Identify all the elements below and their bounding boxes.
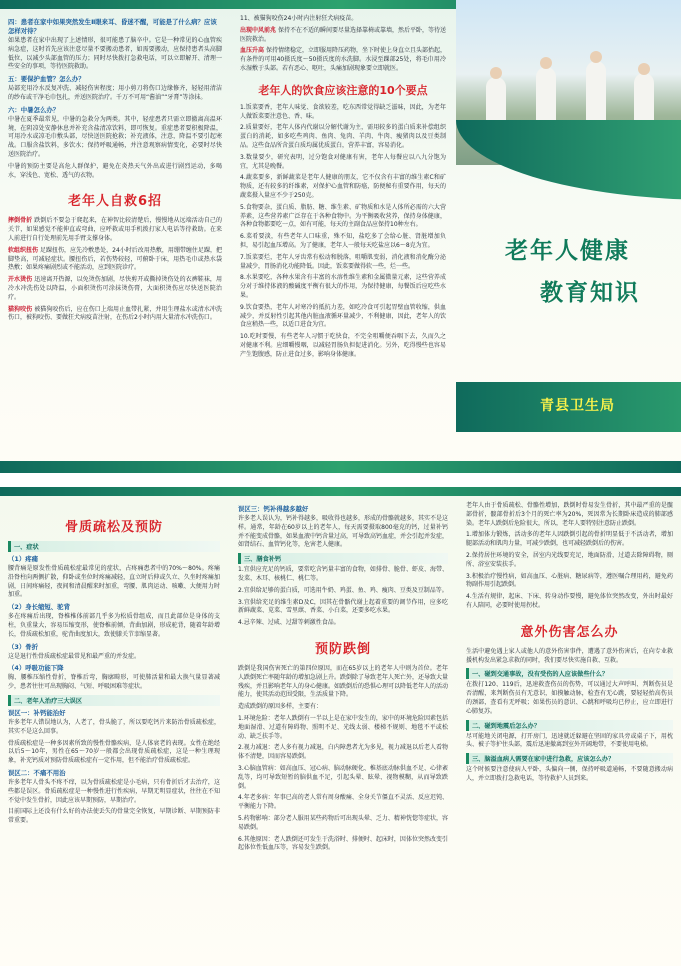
back-panel-1	[0, 496, 228, 966]
myth-2-text-2: 目前国际上还没有什么好的办法使丢失的骨量完全恢复，早期诊断、早期预防非常重要。	[8, 808, 220, 825]
symptom-3-title: （3）骨折	[8, 642, 39, 651]
accident-a1: 在拨打120、119后，迅速救查伤员的伤势，可以通过大声呼叫、判断伤员是否清醒，来判断伤员有无意识，如摸触动脉，检查有无心跳，要轻轻抬高伤员的颈部，查看有无呼吸；如果伤员的意识、心跳和呼吸均已停止，应立即进行心肺复苏。	[466, 681, 673, 715]
self-rescue-4-text: 被猫狗咬伤后，应在伤口上端用止血带扎紧，并用生理盐水或清水冲洗伤口，被狗咬伤、要做狂犬病疫苗注射，在伤后2小时内用大量清水冲洗伤口。	[8, 305, 222, 322]
diet-point-8: 8.水果要吃，各种水果含有丰富的水溶性维生素和金属微量元素，这些营养成分对于维持体液的酸碱度平衡有很大的作用，为保持健康，每餐饭后应吃些水果。	[240, 274, 446, 299]
fall-cause-4: 4.年老多病：年事已高的老人常有周身酸痛、全身关节僵直不灵活、反应迟钝、平衡能力下降。	[238, 794, 448, 811]
myth-2-title: 误区二：不痛不用治	[8, 768, 66, 777]
self-rescue-2-text: 足踝扭伤，应先冷敷患处，24小时后改用热敷，用绷带缠住足踝，把脚垫高，可减轻症状。腰扭伤后，若伤势较轻，可俯卧于床，用热毛巾或热水袋热敷；如果疼痛剧烈或不能活动，应到医院诊疗。	[8, 246, 222, 272]
myth-2-text: 许多老年人骨头不疼不痒，以为骨质疏松症是小毛病，只有骨折后才去治疗，这些都是误区。骨质疏松症是一种慢性进行性疾病，早期无明显症状，往往在不知不觉中发生骨折，因此应该早期预防，早期治疗。	[8, 778, 220, 804]
accident-a3: 这个时候要注意使病人平卧，头偏向一侧，保持呼吸道通畅，不要随意搬动病人，并立即拨打急救电话，等待救护人员到来。	[466, 766, 673, 782]
brochure-front	[0, 0, 681, 473]
self-rescue-1-tag: 摔倒骨折	[8, 217, 33, 225]
symptom-4-title: （4）呼吸功能下降	[8, 664, 64, 673]
back-panel-3	[458, 496, 681, 966]
calcium-diet-section: 三、膳食补钙	[238, 553, 448, 564]
self-rescue-2-tag: 软组织扭伤	[8, 246, 39, 254]
diet-point-9: 9.饮食要热，老年人对寒冷的抵抗力差，如吃冷食可引起胃壁血管收缩，供血减少，并反射性引起其他内脏血液循环量减少，不利健康，因此，老年人的饮食应稍热一些，以适口进食为宜。	[240, 303, 446, 329]
diet-heading: 老年人的饮食应该注意的10个要点	[258, 83, 428, 97]
fall-cause-6: 6.其他原因：老人跌倒还可发生于洗浴时、排便时、起床时，因体位突然改变引起体位性低血压等，容易发生跌倒。	[238, 835, 448, 852]
bottom-band	[0, 461, 681, 473]
question-4: 四：患者在家中如果突然发生Ⅱ眼来耳、昏迷不醒，可能是了什么病？应该怎样对待？	[8, 18, 217, 35]
question-5-text: 局部充用冷水反复冲洗、减轻伤害程度；用小剪刀将伤口边缘修齐，轻轻用清洁的纱布或干净毛巾包扎，并送医院治疗。千万不可用“酱油”“牙膏”等涂抹。	[8, 85, 222, 101]
myth-1-text: 许多老年人错误地认为，人老了，骨头脆了，所以要吃钙片来防治骨质疏松症，其实不是这么回事。	[8, 718, 220, 735]
fall-cause-5: 5.药物影响：部分老人服用某些药物后可出现头晕、乏力、精神恍惚等症状，容易跌倒。	[238, 814, 448, 831]
person-head	[490, 67, 502, 79]
myth-1-text-2: 骨质疏松症是一种多因素所致的慢性骨骼疾病，是人体衰老的表现。女性在绝经以后5～10年，男性在65～70岁一般都会出现骨质疏松症，这是一种生理现象，补充钙质对预防骨质疏松症有一定作用，但不能治疗骨质疏松症。	[8, 739, 220, 765]
osteoporosis-heading: 骨质疏松及预防	[64, 520, 163, 535]
self-rescue-4	[8, 306, 222, 324]
self-rescue-1	[8, 217, 222, 243]
diet-point-5: 5.食物要杂，蛋白质、脂肪、糖、维生素、矿物质和水是人体所必需的六大营养素，这些营养素广泛存在于各种食物中。为平衡吸收营养，保持身体健康，各种食物都要吃一点，如有可能，每天的主副食品应保持10种左右。	[240, 203, 446, 229]
back-panel-2	[230, 496, 456, 966]
sheet-separator	[0, 473, 681, 487]
symptom-1-text: 腰背痛是原发性骨质疏松症最常见的症状，占疼痛患者中的70%～80%。疼痛沿脊柱向两侧扩散，仰卧或坐位时疼痛减轻，直立时后伸或久立、久坐时疼痛加剧，日间疼痛轻，夜间和清晨醒来时加重，弯腰、肌肉运动、咳嗽、大便用力时加重。	[8, 565, 220, 599]
symptom-1-title: （1）疼痛	[8, 555, 39, 563]
stroke-sign-text: 保持不在不适的瞬间要尽量选择靠椅或靠墙，然后平卧，等待送医院救治。	[240, 26, 446, 43]
diet-point-1: 1.饭菜要香，老年人味觉、食欲较差，吃东西常觉得缺乏滋味，因此，为老年人做饭菜要注意色、香、味。	[240, 103, 446, 120]
accident-q3: 三、脑溢血病人需要在家中进行急救，应该怎么办？	[466, 753, 673, 764]
question-6-text: 中暑在夏季最常见，中暑的急救分为两类。其中，轻症患者只需立即撤离高温环境，在阴凉处安静休息并补充含盐清凉饮料，即可恢复。重症患者要积极降温，可用冷水或凉毛巾敷头部，尽快送医院抢救；补充液体，注意，降温不要引起寒战。口服含盐饮料，多饮水；保持呼吸通畅，并注意观察病情变化，必要时尽快送医院治疗。	[8, 115, 222, 158]
person-head	[540, 57, 552, 69]
cover-organization: 青县卫生局	[540, 398, 615, 414]
self-rescue-2	[8, 247, 222, 273]
cover-title-line-2: 教育知识	[540, 279, 640, 306]
fall-prevention-heading: 预防跌倒	[314, 641, 371, 657]
fall-intro: 跌倒是我国伤害死亡的第四位原因，而在65岁以上的老年人中则为首位。老年人跌倒死亡率随年龄的增加急剧上升。跌倒除了导致老年人死亡外，还导致大量残疾，并且影响老年人的身心健康。如跌倒后的恐惧心理可以降低老年人的活动能力，使其活动范围受限，生活质量下降。	[238, 664, 449, 699]
self-rescue-3-text: 迅速离开热源，以免烫伤加剧，尽快剪开或撕掉烫伤处的衣裤鞋袜，用冷水冲洗伤处以降温，小面积烫伤可涂抹烫伤膏，大面积烫伤应尽快送医院治疗。	[8, 276, 222, 301]
person-head	[590, 51, 602, 63]
fall-cause-3: 3.心脑血管病：如高血压、冠心病、脑动脉硬化、椎基底动脉供血不足、心律紊乱等，均可导致短暂的脑供血不足，引起头晕、眩晕、视物模糊，从而导致跌倒。	[238, 764, 448, 790]
fall-tip-4: 4.生活有规律，起床、下床、转身动作要慢，避免体位突然改变，外出时最好有人陪同，必要时使用拐杖。	[466, 593, 673, 609]
front-panel-2	[232, 9, 454, 473]
symptoms-section: 一、症状	[8, 541, 220, 552]
self-rescue-4-tag: 猫狗咬伤	[8, 305, 33, 313]
accident-q1: 一、碰到交通事故，没有受伤的人应该做些什么？	[466, 668, 673, 679]
myths-section: 二、老年人治疗三大误区	[8, 695, 220, 706]
self-rescue-3	[8, 276, 222, 302]
myth-3-title: 误区三：钙补得越多越好	[238, 505, 309, 513]
blood-pressure	[240, 47, 446, 73]
stroke-sign	[240, 27, 446, 45]
front-panel-1	[0, 9, 230, 473]
fall-causes-intro: 造成跌倒的原因多样，主要有：	[238, 703, 323, 711]
accident-heading: 意外伤害怎么办	[520, 624, 619, 640]
self-rescue-3-tag: 开水烫伤	[8, 276, 33, 284]
calcium-tip-4: 4.忌辛辣、过咸、过甜等刺激性食品。	[238, 619, 340, 627]
accident-intro: 生活中避免遇上家人或他人的意外伤害事件，遭遇了意外伤害后，在向专业救援机构发出紧急求救的同时，我们要尽快实施自救、互救。	[466, 647, 673, 664]
diet-point-10: 10.吃时要慢，有些老年人习惯于吃快食，不完全咀嚼便吞咽下去，久而久之对健康不利。应细嚼慢咽，以减轻胃肠负担促进消化。另外，吃得慢些也容易产生饱腹感，防止进食过多，影响身体健康。	[240, 333, 446, 358]
accident-q2: 二、碰到地震后怎么办？	[466, 720, 673, 731]
calcium-tip-2: 2.宜供给足够的蛋白质，可选用牛奶、鸡蛋、鱼、鸡、瘦肉、豆类及豆制品等。	[238, 586, 448, 594]
fall-consequence: 老年人由于骨质疏松、骨骼性增加，跌倒时骨易发生骨折，其中最严重的是髋部骨折，髋部骨折后3个月的死亡率为20%，死因常为长期卧床造成的肺部感染。老年人跌倒后危险很大，所以，老年人要特别注意防止跌倒。	[466, 502, 673, 527]
diet-point-6: 6.菜肴要淡，有些老年人口味重，殊不知，盐吃多了会给心脏、肾脏增加负担，易引起血压增高。为了健康，老年人一般每天吃盐应以6～8克为宜。	[240, 233, 446, 249]
fall-tip-3: 3.积极治疗慢性病，如高血压、心脏病、糖尿病等，遵医嘱合理用药，避免药物副作用引起跌倒。	[466, 572, 673, 589]
blood-pressure-text: 保持情绪稳定，立即服用降压药物，坐下时使上身直立且头部抬起，有条件的可用40摄氏度～50摄氏度的水洗脚。水浸至踝部25处，将毛巾用冷水湿敷于头部。若有恶心、呕吐，头痛加剧现象要立即就医。	[240, 47, 446, 72]
cover-title-line-1: 老年人健康	[505, 237, 630, 264]
stroke-sign-tag: 出现中风前兆	[240, 26, 277, 34]
fall-cause-2: 2.视力减退：老人多有视力减退，白内障患者尤为多见，视力减退以后老人看物体不清楚，因而容易跌倒。	[238, 744, 448, 761]
brochure-back	[0, 487, 681, 966]
dog-bite-vaccine: 11、被猫狗咬伤24小时内注射狂犬病疫苗。	[240, 15, 358, 22]
self-rescue-heading: 老年人自救6招	[67, 194, 163, 210]
blood-pressure-tag: 血压升高	[240, 47, 265, 55]
accident-a2: 尽可能地关闭电源，打开房门，迅速就近躲避在坚固的家具旁或桌子下，用枕头、被子等护住头部，震后迅速撤离到室外开阔地带，不要使用电梯。	[466, 732, 673, 749]
question-6: 六：中暑怎么办？	[8, 105, 60, 114]
calcium-tip-1: 1.宜供应充足的钙质，要常吃含钙量丰富的食物，如排骨、脆骨、虾皮、海带、发菜、木耳、核桃仁、桃仁等。	[238, 566, 448, 582]
myth-3-text: 许多老人误认为，钙补得越多，吸收得也越多，形成的骨骼就越多，其实不是这样。通常，年龄在60岁以上的老年人，每天需要摄取800毫克的钙，过量补钙并不能变成骨骼，如果血液中钙含量过高，可导致高钙血症，并会引起并发症，如肾结石、血管钙化等，危害老人健康。	[238, 515, 449, 549]
question-6-text-2: 中暑的预防主要是高危人群保护，避免在炎热天气外出或进行剧烈运动，多喝水，穿浅色、宽松、透气的衣物。	[8, 162, 222, 179]
symptom-2-text: 多在疼痛后出现，脊椎椎体前部几乎多为松质骨组成，而且此部位是身体的支柱，负重量大，容易压缩变形，使脊椎前倾，背曲加剧，形成驼背，随着年龄增长，骨质疏松加重，驼背曲度加大，致使膝关节挛缩显著。	[8, 613, 220, 638]
person-head	[638, 63, 650, 75]
symptom-2-title: （2）身长缩短、驼背	[8, 603, 70, 612]
symptom-3-text: 这是退行性骨质疏松症最常见和最严重的并发症。	[8, 652, 141, 660]
symptom-4-text: 胸、腰椎压缩性骨折，脊椎后弯，胸廓畸形，可使肺活量和最大换气量显著减少，患者往往可出现胸闷、气短、呼吸困难等症状。	[8, 674, 220, 691]
question-4-text: 如果患者在家中出现了上述情形，很可能患了脑卒中。它是一种常见的心血管疾病急症，这时首先应该注意尽量不要搬动患者，如需要搬动，应保持患者头高脚低位，以减少头部血管的压力；同时尽快拨打急救电话，可以立即解开、清理一些安全的事项，等待医院救助。	[8, 37, 222, 71]
question-5: 五：要保护血管？怎么办？	[8, 75, 85, 84]
diet-point-2: 2.质量要好，老年人体内代谢以分解代谢为主，需用较多的蛋白质来补偿组织蛋白的消耗，如多吃些鸡肉、鱼肉、兔肉、羊肉、牛肉、瘦猪肉以及豆类制品。这些食品所含蛋白质均属优质蛋白，营养丰富，容易消化。	[240, 124, 446, 149]
diet-point-4: 4.蔬菜要多，新鲜蔬菜是老年人健康的朋友，它不仅含有丰富的维生素C和矿物质，还有较多的纤维素，对保护心血管和防癌，防便秘有重要作用，每天的蔬菜摄入量应不少于250克。	[240, 174, 446, 199]
self-rescue-1-text: 跌倒后不要急于爬起来，在神智比较清楚后，慢慢地从远端活动自己的关节，如果感觉不能伸直或弯曲，应呼救或用手机拨打家人电话等待救助。在来人前进行自行处理前先用手臂支撑身体。	[8, 217, 222, 242]
top-band	[0, 487, 681, 496]
calcium-tip-3: 3.宜供给充足的维生素D及C，因其在骨骼代谢上起着重要的调节作用，应多吃新鲜蔬菜、苋菜、雪里蕻、香菜、小白菜，还要多吃水果。	[238, 598, 448, 615]
fall-tip-2: 2.保持居住环境的安全，居室内光线要充足，地面防滑，过道去除障碍物，厕所、浴室安装扶手。	[466, 551, 673, 568]
myth-1-title: 误区一：补钙能治好	[8, 708, 66, 717]
fall-tip-1: 1.增加体力锻炼，活动多的老年人因跌倒引起的骨折明显低于不活动者，增加腿部活动和肌肉力量，可减少跌倒，也可减轻跌倒后的伤害。	[466, 531, 673, 548]
diet-point-7: 7.饭菜要烂，老年人牙齿常有松动和脱落，咀嚼肌变弱，消化液和消化酶分泌量减少，胃肠消化功能降低。因此，饭菜要做得软一些，烂一些。	[240, 253, 446, 270]
fall-cause-1: 1.环境危险：老年人跌倒有一半以上是在家中发生的，家中的环境危险因素包括地面湿滑、过道有障碍物、照明不足、光线太弱、楼梯不规则、地毯不平或松动、缺乏扶手等。	[238, 714, 448, 740]
diet-point-3: 3.数量要少，研究表明，过分饱食对健康有害，老年人每餐应以八九分饱为宜，尤其是晚餐。	[240, 153, 446, 170]
